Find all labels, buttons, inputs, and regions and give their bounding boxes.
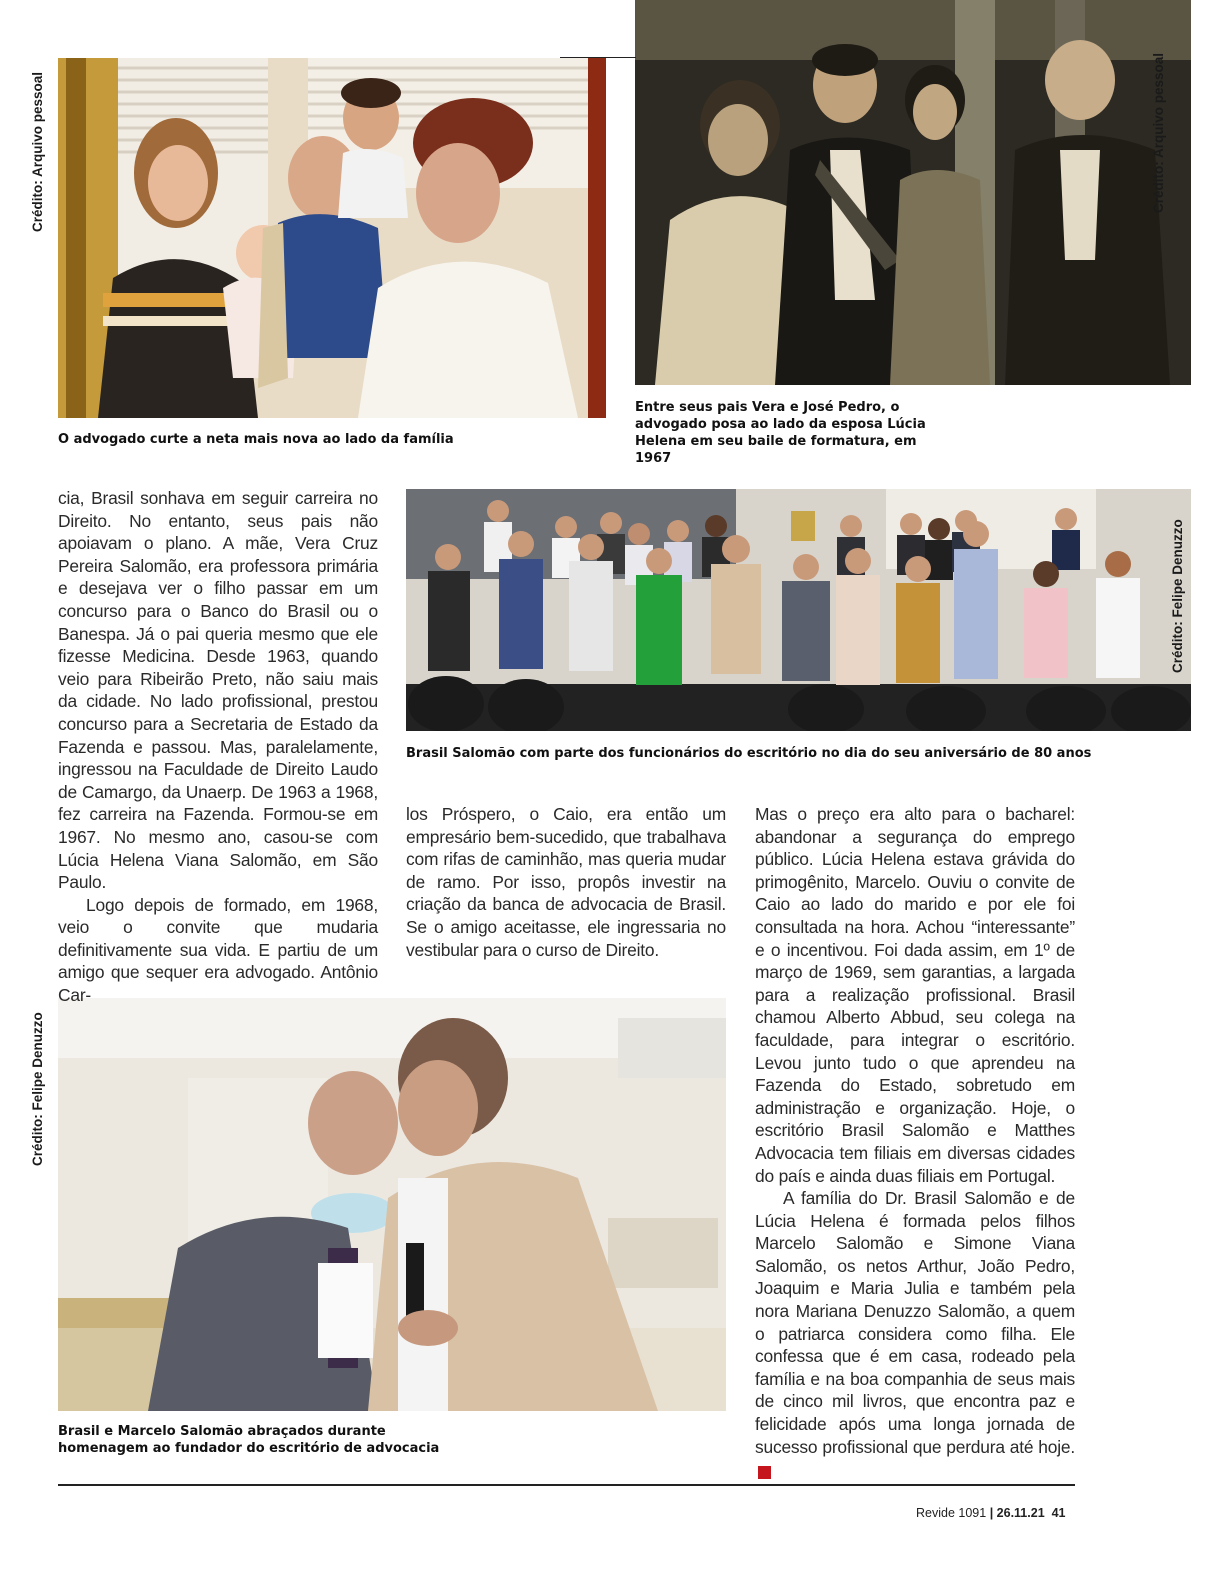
staff-photo-credit: Crédito: Felipe Denuzzo bbox=[1170, 519, 1185, 673]
folio-page-number: 41 bbox=[1051, 1506, 1066, 1520]
article-paragraph: los Próspero, o Caio, era então um empresário bem-sucedido, que trabalhava com rifas de caminhão, mas queria mudar de ramo. Por isso, propôs investir na criação da banca de advocacia de Brasil. Se o amigo aceitasse, ele ingressaria no vestibular para o curso de Direito. bbox=[406, 804, 726, 960]
staff-photo-caption: Brasil Salomão com parte dos funcionários do escritório no dia do seu aniversário de 80 anos bbox=[406, 746, 1092, 761]
article-column-1 bbox=[58, 487, 378, 1007]
top-accent-line bbox=[560, 57, 636, 58]
article-paragraph: cia, Brasil sonhava em seguir carreira no Direito. No entanto, seus pais não apoiavam o plano. A mãe, Vera Cruz Pereira Salomão, era professora primária e desejava ver o filho passar em um concurso para o Banco do Brasil ou o Banespa. Já o pai queria mesmo que ele fizesse Medicina. Desde 1963, quando veio para Ribeirão Preto, não saiu mais da cidade. No lado profissional, prestou concurso para a Secretaria de Estado da Fazenda e passou. Mas, paralelamente, ingressou na Faculdade de Direito Laudo de Camargo, da Unaerp. De 1963 a 1968, fez carreira na Fazenda. Formou-se em 1967. No mesmo ano, casou-se com Lúcia Helena Viana Salomão, em São Paulo. bbox=[58, 488, 378, 893]
folio-separator: | bbox=[989, 1506, 994, 1520]
footer-rule bbox=[58, 1484, 1075, 1486]
staff-photo bbox=[406, 489, 1191, 731]
folio-date: 26.11.21 bbox=[996, 1506, 1045, 1520]
folio-magazine: Revide 1091 bbox=[916, 1506, 987, 1520]
embrace-photo-caption: Brasil e Marcelo Salomão abraçados durante homenagem ao fundador do escritório de advocacia bbox=[58, 1424, 440, 1456]
page-folio bbox=[916, 1506, 1066, 1520]
family-photo-caption: O advogado curte a neta mais nova ao lado da família bbox=[58, 432, 454, 447]
article-column-3 bbox=[755, 803, 1075, 1481]
graduation-photo-caption: Entre seus pais Vera e José Pedro, o advogado posa ao lado da esposa Lúcia Helena em seu baile de formatura, em 1967 bbox=[635, 400, 926, 466]
end-of-article-mark: R bbox=[758, 1466, 771, 1479]
article-column-2 bbox=[406, 803, 726, 961]
article-paragraph: Logo depois de formado, em 1968, veio o convite que mudaria definitivamente sua vida. E partiu de um amigo que sequer era advogado. Antônio Car- bbox=[58, 894, 378, 1006]
article-paragraph: Mas o preço era alto para o bacharel: abandonar a segurança do emprego público. Lúcia Helena estava grávida do primogênito, Marcelo. Ouviu o convite de Caio ao lado do marido e por ele foi consultada na hora. Achou “interessante” e o incentivou. Foi dada assim, em 1º de março de 1969, sem garantias, a largada para a realização profissional. Brasil chamou Alberto Abbud, seu colega na faculdade, para integrar o escritório. Levou junto tudo o que aprendeu na Fazenda do Estado, sobretudo em administração e organização. Hoje, o escritório Brasil Salomão e Matthes Advocacia tem filiais em diversas cidades do país e ainda duas filiais em Portugal. bbox=[755, 804, 1075, 1186]
graduation-photo-credit: Crédito: Arquivo pessoal bbox=[1151, 52, 1166, 213]
article-paragraph-text: A família do Dr. Brasil Salomão e de Lúcia Helena é formada pelos filhos Marcelo Salomão e Simone Viana Salomão, os netos Arthur, João Pedro, Joaquim e Maria Julia e também pela nora Mariana Denuzzo Salomão, a quem o patriarca considera como filha. Ele confessa que é em casa, rodeado pela família e na boa companhia de seus mais de cinco mil livros, que encontra paz e felicidade após uma longa jornada de sucesso profissional que perdura até hoje. bbox=[755, 1188, 1075, 1457]
article-paragraph-final bbox=[755, 1187, 1075, 1481]
embrace-photo bbox=[58, 998, 726, 1411]
graduation-photo bbox=[635, 0, 1191, 385]
family-photo bbox=[58, 58, 606, 418]
family-photo-credit: Crédito: Arquivo pessoal bbox=[30, 71, 45, 232]
embrace-photo-credit: Crédito: Felipe Denuzzo bbox=[30, 1012, 45, 1166]
